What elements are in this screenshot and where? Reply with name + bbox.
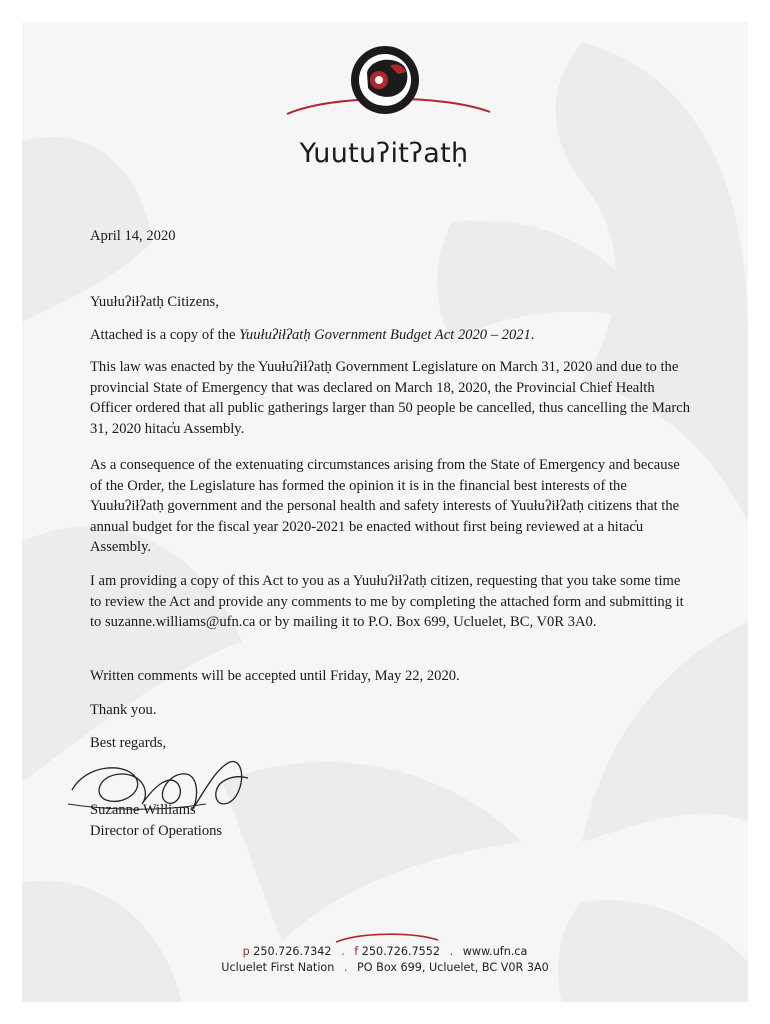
footer-contact-line (22, 944, 748, 960)
organization-name: Yuutuʔitʔatḥ (299, 138, 469, 169)
footer-arc-icon (332, 930, 442, 944)
signatory-name: Suzanne Williams (90, 802, 196, 818)
signatory-title: Director of Operations (90, 823, 223, 839)
fax-number: 250.726.7552 (361, 945, 441, 958)
footer-org: Ucluelet First Nation (221, 961, 335, 974)
separator: . (449, 945, 454, 958)
paragraph-request: I am providing a copy of this Act to you as a Yuułuʔiłʔatḥ citizen, requesting that you take some time to review the Act and provide any comments to me by completing the attached form and submitting it to suzanne.williams@ufn.ca or by mailing it to P.O. Box 699, Ucluelet, BC, V0R 3A0. (90, 573, 684, 631)
act-title: Yuułuʔiłʔatḥ Government Budget Act 2020 – 2021 (239, 327, 531, 343)
separator: . (343, 961, 348, 974)
paragraph-enactment: This law was enacted by the Yuułuʔiłʔatḥ Government Legislature on March 31, 2020 and due to the provincial State of Emergency that was declared on March 18, 2020, the Provincial Chief Health Officer ordered that all public gatherings larger than 50 people be cancelled, thus cancelling the March 31, 2020 hitac̓u Assembly. (90, 359, 690, 437)
separator: . (341, 945, 345, 958)
website-link[interactable]: www.ufn.ca (462, 945, 528, 958)
closing: Best regards, (90, 735, 167, 751)
phone-label: p (242, 945, 250, 958)
footer (22, 944, 748, 976)
footer-address: PO Box 699, Ucluelet, BC V0R 3A0 (357, 961, 549, 974)
paragraph-deadline: Written comments will be accepted until Friday, May 22, 2020. (90, 668, 460, 684)
salutation: Yuułuʔiłʔatḥ Citizens, (90, 294, 219, 310)
thank-you: Thank you. (90, 702, 157, 718)
attached-paragraph (90, 325, 535, 346)
attached-suffix: . (530, 327, 535, 343)
letter-page (22, 22, 748, 1002)
handwritten-signature-icon (66, 744, 256, 822)
attached-prefix: Attached is a copy of the (90, 327, 240, 343)
letter-date: April 14, 2020 (90, 228, 176, 244)
phone-number: 250.726.7342 (253, 945, 332, 958)
fax-label: f (354, 945, 359, 958)
footer-address-line (22, 960, 748, 976)
paragraph-consequence: As a consequence of the extenuating circumstances arising from the State of Emergency and because of the Order, the Legislature has formed the opinion it is in the financial best interests of the Yuułuʔiłʔatḥ government and the personal health and safety interests of Yuułuʔiłʔatḥ citizens that the annual budget for the fiscal year 2020-2021 be enacted without first being reviewed at a hitac̓u Assembly. (90, 457, 680, 556)
letter-body (90, 226, 690, 839)
